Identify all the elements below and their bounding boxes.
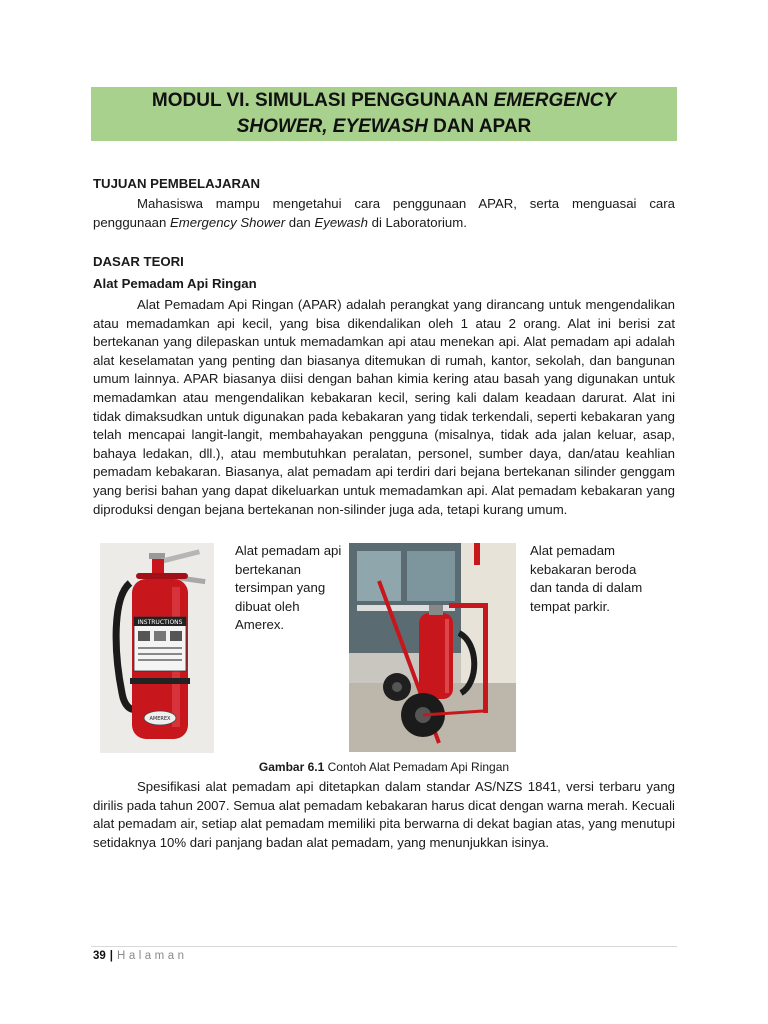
- image-right-caption: Alat pemadam kebakaran beroda dan tanda di dalam tempat parkir.: [530, 543, 643, 614]
- page-footer: [93, 949, 188, 963]
- sign-text: INSTRUCTIONS: [137, 619, 183, 626]
- logo-text: AMEREX: [149, 716, 171, 722]
- theory-heading: DASAR TEORI: [93, 254, 184, 269]
- module-title-line-1: MODUL VI. SIMULASI PENGGUNAAN EMERGENCY: [151, 90, 617, 111]
- footer-word: Halaman: [117, 950, 188, 962]
- extinguisher-photo-right: [349, 543, 516, 752]
- objectives-heading: TUJUAN PEMBELAJARAN: [93, 176, 261, 191]
- figure-caption: Gambar 6.1 Contoh Alat Pemadam Api Ringan: [258, 760, 510, 774]
- footer-separator: |: [109, 950, 114, 962]
- objectives-text: Mahasiswa mampu mengetahui cara penggunaan APAR, serta menguasai cara penggunaan Emergency Shower dan Eyewash di Laboratorium.: [93, 196, 675, 230]
- module-title-line-2: SHOWER, EYEWASH DAN APAR: [236, 116, 532, 137]
- theory-subheading: Alat Pemadam Api Ringan: [93, 276, 257, 291]
- module-title: [91, 87, 677, 141]
- page-number: 39: [93, 950, 106, 962]
- extinguisher-photo-left: [100, 543, 214, 753]
- handheld-extinguisher-illustration: [100, 543, 214, 753]
- footer-divider: [91, 946, 677, 947]
- image-left-caption: Alat pemadam api bertekanan tersimpan yang dibuat oleh Amerex.: [235, 543, 342, 633]
- wheeled-extinguisher-illustration: [349, 543, 516, 752]
- theory-paragraph: Alat Pemadam Api Ringan (APAR) adalah perangkat yang dirancang untuk mengendalikan atau memadamkan api kecil, yang bisa dikendalikan oleh 1 atau 2 orang. Alat ini berisi zat bertekanan yang dilepaskan untuk memadamkan api atau menekan api. Alat pemadam api adalah alat keselamatan yang penting dan biasanya ditemukan di rumah, kantor, sekolah, dan bangunan umum lainnya. APAR biasanya diisi dengan bahan kimia kering atau basah yang digunakan untuk memadamkan atau mengendalikan kebakaran kecil, sering kali dalam keadaan darurat. Alat ini tidak dimaksudkan untuk digunakan pada kebakaran yang tidak terkendali, seperti kebakaran yang telah mencapai langit-langit, membahayakan pengguna (misalnya, tidak ada jalan keluar, asap, bahaya ledakan, dll.), atau membutuhkan peralatan, personel, sumber daya, dan/atau keahlian pemadam kebakaran. Biasanya, alat pemadam api terdiri dari bejana bertekanan silinder genggam yang berisi bahan yang dapat dikeluarkan untuk memadamkan api. Alat pemadam kebakaran yang diproduksi dengan bejana bertekanan non-silinder juga ada, tetapi kurang umum.: [93, 297, 675, 517]
- spec-paragraph: Spesifikasi alat pemadam api ditetapkan dalam standar AS/NZS 1841, versi terbaru yang dirilis pada tahun 2007. Semua alat pemadam kebakaran harus dicat dengan warna merah. Kecuali alat pemadam air, setiap alat pemadam memiliki pita berwarna di dekat bagian atas, yang menutupi setidaknya 10% dari panjang badan alat pemadam, yang menunjukkan isinya.: [93, 779, 675, 850]
